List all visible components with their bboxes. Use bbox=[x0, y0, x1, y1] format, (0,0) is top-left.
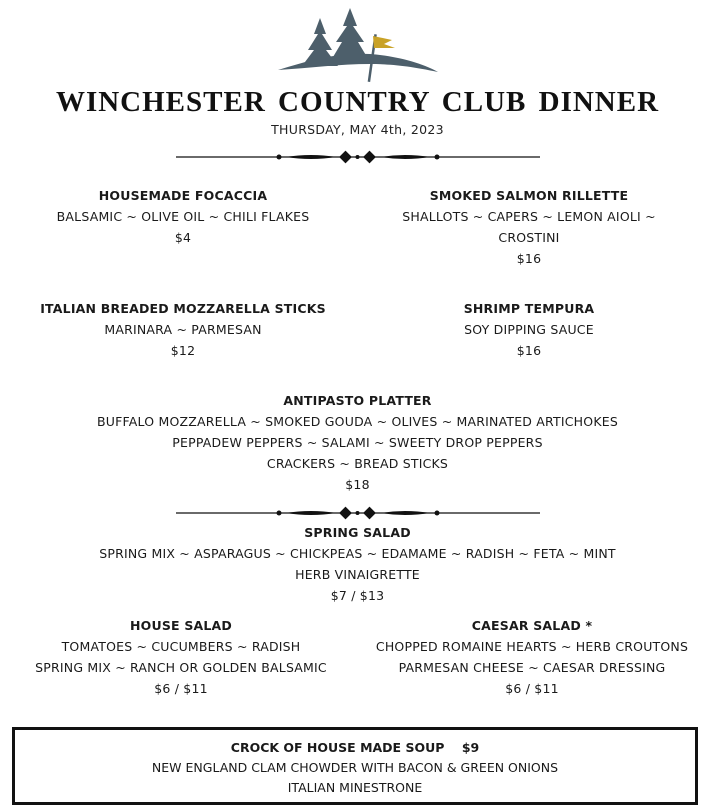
menu-item-focaccia bbox=[20, 186, 346, 248]
item-price: $12 bbox=[170, 343, 196, 358]
item-description: PARMESAN CHEESE ~ CAESAR DRESSING bbox=[398, 660, 666, 675]
menu-item-caesar-salad bbox=[362, 616, 702, 699]
item-description: CRACKERS ~ BREAD STICKS bbox=[266, 456, 449, 471]
item-name: SMOKED SALMON RILLETTE bbox=[429, 188, 629, 203]
item-description: SHALLOTS ~ CAPERS ~ LEMON AIOLI ~ bbox=[402, 209, 656, 224]
menu-item-mozzarella-sticks bbox=[20, 299, 346, 361]
item-name: SPRING SALAD bbox=[304, 525, 411, 540]
item-description: CHOPPED ROMAINE HEARTS ~ HERB CROUTONS bbox=[375, 639, 689, 654]
menu-item-salmon-rillette bbox=[362, 186, 696, 269]
item-price: $6 / $11 bbox=[505, 681, 559, 696]
item-description: HERB VINAIGRETTE bbox=[295, 567, 420, 582]
item-description: SPRING MIX ~ ASPARAGUS ~ CHICKPEAS ~ EDAMAME ~ RADISH ~ FETA ~ MINT bbox=[99, 546, 616, 561]
item-price: $16 bbox=[516, 251, 542, 266]
item-description: MARINARA ~ PARMESAN bbox=[104, 322, 262, 337]
item-description: PEPPADEW PEPPERS ~ SALAMI ~ SWEETY DROP PEPPERS bbox=[172, 435, 543, 450]
menu-item-house-salad bbox=[14, 616, 348, 699]
item-description: ITALIAN MINESTRONE bbox=[287, 780, 423, 795]
item-price: $18 bbox=[345, 477, 370, 492]
item-description: TOMATOES ~ CUCUMBERS ~ RADISH bbox=[61, 639, 301, 654]
item-description: NEW ENGLAND CLAM CHOWDER WITH BACON & GREEN ONIONS bbox=[151, 760, 559, 775]
item-heading bbox=[15, 738, 695, 758]
page-title: WINCHESTER COUNTRY CLUB DINNER bbox=[55, 86, 660, 118]
menu-item-shrimp-tempura bbox=[362, 299, 696, 361]
item-name: ITALIAN BREADED MOZZARELLA STICKS bbox=[40, 301, 326, 316]
item-description: BUFFALO MOZZARELLA ~ SMOKED GOUDA ~ OLIVES ~ MARINATED ARTICHOKES bbox=[97, 414, 618, 429]
item-name: HOUSEMADE FOCACCIA bbox=[98, 188, 268, 203]
event-date: THURSDAY, MAY 4th, 2023 bbox=[271, 122, 444, 137]
item-price: $6 / $11 bbox=[154, 681, 208, 696]
item-name: CROCK OF HOUSE MADE SOUP bbox=[230, 740, 445, 755]
item-name: CAESAR SALAD * bbox=[471, 618, 593, 633]
club-logo bbox=[270, 4, 445, 86]
menu-item-spring-salad bbox=[0, 523, 715, 606]
item-price: $9 bbox=[461, 740, 480, 755]
item-description: SOY DIPPING SAUCE bbox=[464, 322, 594, 337]
item-price: $4 bbox=[174, 230, 192, 245]
ornamental-divider bbox=[176, 150, 540, 164]
item-name: HOUSE SALAD bbox=[129, 618, 233, 633]
item-description: SPRING MIX ~ RANCH OR GOLDEN BALSAMIC bbox=[35, 660, 327, 675]
soup-section bbox=[12, 727, 698, 805]
item-price: $16 bbox=[516, 343, 542, 358]
ornamental-divider bbox=[176, 506, 540, 520]
item-description: CROSTINI bbox=[498, 230, 560, 245]
item-description: BALSAMIC ~ OLIVE OIL ~ CHILI FLAKES bbox=[56, 209, 310, 224]
item-name: ANTIPASTO PLATTER bbox=[283, 393, 432, 408]
item-name: SHRIMP TEMPURA bbox=[463, 301, 595, 316]
menu-item-antipasto-platter bbox=[0, 391, 715, 495]
item-price: $7 / $13 bbox=[330, 588, 385, 603]
